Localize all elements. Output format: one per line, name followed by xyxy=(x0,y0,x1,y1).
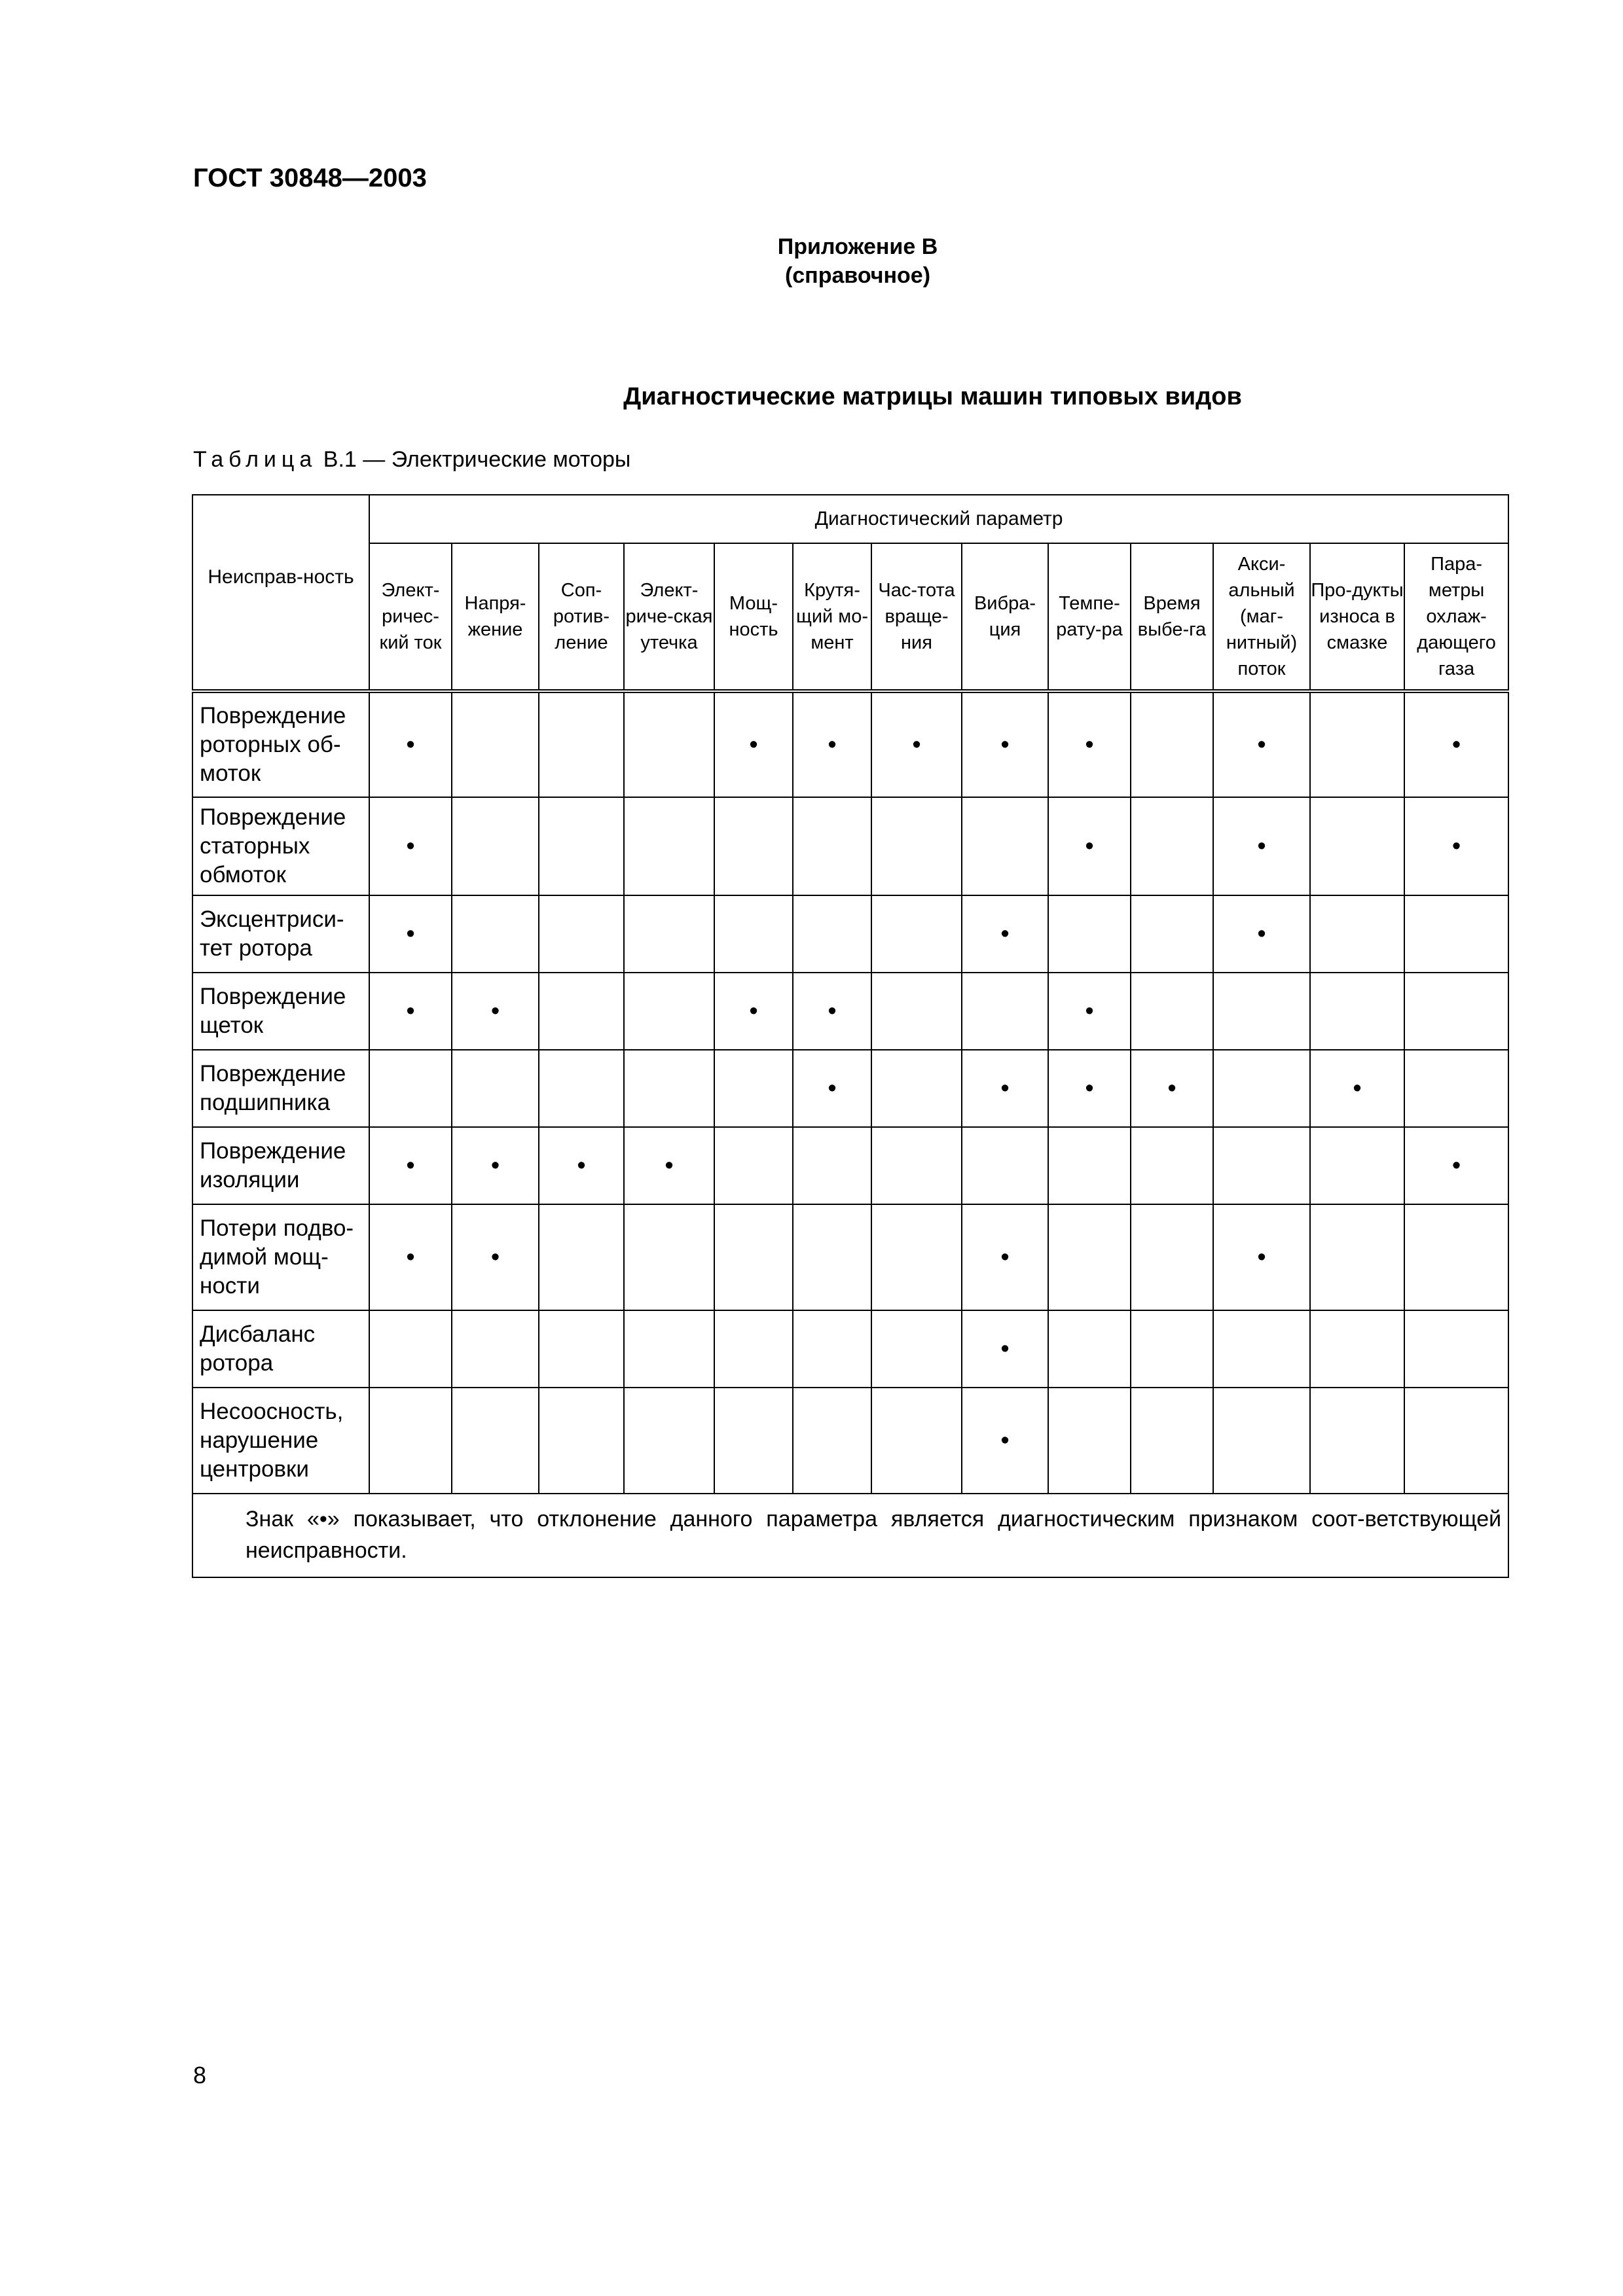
table-row xyxy=(192,1310,1508,1388)
matrix-cell xyxy=(1310,691,1404,797)
matrix-cell xyxy=(1048,1310,1131,1388)
matrix-cell xyxy=(1213,1310,1310,1388)
matrix-cell xyxy=(624,797,714,895)
table-row xyxy=(192,895,1508,973)
header-param: Акси-альный (маг-нитный) поток xyxy=(1213,543,1310,691)
matrix-cell xyxy=(793,1388,871,1494)
header-param: Напря-жение xyxy=(452,543,539,691)
matrix-cell: • xyxy=(1048,797,1131,895)
matrix-cell xyxy=(452,1310,539,1388)
matrix-cell: • xyxy=(1213,895,1310,973)
matrix-cell: • xyxy=(1404,691,1508,797)
header-fault: Неисправ-ность xyxy=(192,495,369,691)
matrix-cell: • xyxy=(1213,1204,1310,1310)
matrix-cell xyxy=(1131,1310,1213,1388)
matrix-cell xyxy=(624,1388,714,1494)
matrix-cell xyxy=(1048,1388,1131,1494)
matrix-cell xyxy=(1310,1127,1404,1204)
matrix-cell: • xyxy=(1131,1050,1213,1127)
matrix-cell xyxy=(714,895,793,973)
table-body xyxy=(192,691,1508,1494)
matrix-cell: • xyxy=(1213,797,1310,895)
matrix-cell xyxy=(714,1127,793,1204)
matrix-cell: • xyxy=(369,691,452,797)
matrix-cell: • xyxy=(369,895,452,973)
matrix-cell: • xyxy=(1404,797,1508,895)
matrix-cell: • xyxy=(793,1050,871,1127)
table-caption-text: Электрические моторы xyxy=(391,447,631,472)
note-row xyxy=(192,1494,1508,1577)
matrix-cell xyxy=(1213,1127,1310,1204)
matrix-cell xyxy=(1048,1127,1131,1204)
matrix-cell xyxy=(452,691,539,797)
header-param: Вибра-ция xyxy=(962,543,1048,691)
matrix-cell: • xyxy=(962,1050,1048,1127)
matrix-cell: • xyxy=(871,691,962,797)
matrix-cell xyxy=(1404,1204,1508,1310)
table-caption xyxy=(193,447,630,473)
header-param: Элект-риче-ская утечка xyxy=(624,543,714,691)
diagnostic-matrix-table xyxy=(192,494,1509,1578)
matrix-cell: • xyxy=(714,691,793,797)
matrix-cell xyxy=(1404,1050,1508,1127)
header-row-parameters xyxy=(192,543,1508,691)
matrix-cell xyxy=(871,797,962,895)
matrix-cell xyxy=(962,1127,1048,1204)
matrix-cell: • xyxy=(962,895,1048,973)
table-row xyxy=(192,691,1508,797)
table-caption-number: В.1 xyxy=(323,447,357,472)
matrix-cell xyxy=(714,1050,793,1127)
matrix-cell xyxy=(1131,1388,1213,1494)
matrix-cell xyxy=(1131,1204,1213,1310)
table-caption-dash: — xyxy=(363,447,386,472)
matrix-cell xyxy=(1310,797,1404,895)
matrix-cell: • xyxy=(539,1127,624,1204)
header-diagnostic-parameter: Диагностический параметр xyxy=(369,495,1508,543)
matrix-cell xyxy=(1404,895,1508,973)
matrix-cell xyxy=(714,1310,793,1388)
matrix-cell xyxy=(1404,1388,1508,1494)
matrix-cell xyxy=(624,1204,714,1310)
matrix-cell xyxy=(1213,973,1310,1050)
header-row-group xyxy=(192,495,1508,543)
matrix-cell xyxy=(539,1050,624,1127)
header-param: Соп-ротив-ление xyxy=(539,543,624,691)
matrix-cell: • xyxy=(714,973,793,1050)
appendix-type: (справочное) xyxy=(784,263,931,288)
matrix-cell xyxy=(624,691,714,797)
matrix-cell: • xyxy=(452,1204,539,1310)
matrix-cell xyxy=(793,1204,871,1310)
matrix-cell: • xyxy=(1213,691,1310,797)
matrix-cell xyxy=(624,973,714,1050)
matrix-cell xyxy=(1310,1388,1404,1494)
document-code: ГОСТ 30848—2003 xyxy=(193,164,427,192)
matrix-cell xyxy=(793,895,871,973)
matrix-cell xyxy=(539,1204,624,1310)
fault-name: Потери подво-димой мощ-ности xyxy=(192,1204,369,1310)
fault-name: Повреждение статорных обмоток xyxy=(192,797,369,895)
table-note xyxy=(192,1494,1508,1577)
header-param: Время выбе-га xyxy=(1131,543,1213,691)
matrix-cell xyxy=(871,1310,962,1388)
matrix-cell xyxy=(1131,895,1213,973)
matrix-cell xyxy=(714,1204,793,1310)
matrix-cell xyxy=(714,797,793,895)
matrix-cell xyxy=(1213,1050,1310,1127)
matrix-cell xyxy=(539,973,624,1050)
matrix-cell xyxy=(871,1204,962,1310)
matrix-cell xyxy=(539,1388,624,1494)
matrix-cell xyxy=(624,1050,714,1127)
matrix-cell: • xyxy=(962,691,1048,797)
fault-name: Повреждение щеток xyxy=(192,973,369,1050)
matrix-cell: • xyxy=(369,1127,452,1204)
matrix-cell xyxy=(1404,973,1508,1050)
table-row xyxy=(192,1388,1508,1494)
matrix-cell xyxy=(452,895,539,973)
appendix-title: Приложение В xyxy=(777,234,938,259)
matrix-cell xyxy=(452,1388,539,1494)
matrix-cell xyxy=(1131,1127,1213,1204)
matrix-cell: • xyxy=(452,1127,539,1204)
fault-name: Повреждение изоляции xyxy=(192,1127,369,1204)
matrix-cell xyxy=(962,797,1048,895)
fault-name: Повреждение роторных об-моток xyxy=(192,691,369,797)
matrix-cell xyxy=(714,1388,793,1494)
matrix-cell xyxy=(962,973,1048,1050)
matrix-cell: • xyxy=(962,1204,1048,1310)
table-caption-label: Таблица xyxy=(193,447,318,472)
matrix-cell: • xyxy=(624,1127,714,1204)
matrix-cell: • xyxy=(1048,691,1131,797)
matrix-cell: • xyxy=(369,1204,452,1310)
table-head xyxy=(192,495,1508,691)
header-param: Мощ-ность xyxy=(714,543,793,691)
table-row xyxy=(192,1127,1508,1204)
matrix-cell xyxy=(1310,1204,1404,1310)
table-row xyxy=(192,1050,1508,1127)
matrix-cell xyxy=(1048,1204,1131,1310)
matrix-cell: • xyxy=(793,973,871,1050)
matrix-cell: • xyxy=(1048,973,1131,1050)
matrix-cell xyxy=(793,1310,871,1388)
matrix-cell xyxy=(452,797,539,895)
matrix-cell xyxy=(624,895,714,973)
appendix-heading xyxy=(661,232,1054,290)
table-row xyxy=(192,1204,1508,1310)
matrix-cell: • xyxy=(1310,1050,1404,1127)
header-param: Темпе-рату-ра xyxy=(1048,543,1131,691)
header-param: Крутя-щий мо-мент xyxy=(793,543,871,691)
matrix-cell: • xyxy=(962,1388,1048,1494)
matrix-cell xyxy=(369,1310,452,1388)
matrix-cell xyxy=(871,973,962,1050)
matrix-cell: • xyxy=(1048,1050,1131,1127)
matrix-cell xyxy=(1213,1388,1310,1494)
header-param: Пара-метры охлаж-дающего газа xyxy=(1404,543,1508,691)
matrix-cell xyxy=(1310,973,1404,1050)
matrix-cell xyxy=(539,1310,624,1388)
matrix-cell xyxy=(871,1050,962,1127)
matrix-cell xyxy=(871,1127,962,1204)
matrix-cell: • xyxy=(369,797,452,895)
matrix-cell xyxy=(1131,691,1213,797)
matrix-cell xyxy=(624,1310,714,1388)
page-title: Диагностические матрицы машин типовых видов xyxy=(623,383,1242,410)
matrix-cell xyxy=(369,1050,452,1127)
table-note-text: Знак «•» показывает, что отклонение данного параметра является диагностическим признаком соот-ветствующей неисправности. xyxy=(246,1507,1502,1563)
fault-name: Эксцентриси-тет ротора xyxy=(192,895,369,973)
fault-name: Повреждение подшипника xyxy=(192,1050,369,1127)
matrix-cell xyxy=(871,1388,962,1494)
table-row xyxy=(192,797,1508,895)
matrix-cell xyxy=(1131,973,1213,1050)
matrix-cell: • xyxy=(452,973,539,1050)
matrix-cell: • xyxy=(962,1310,1048,1388)
header-param: Элект-ричес-кий ток xyxy=(369,543,452,691)
matrix-cell xyxy=(1310,1310,1404,1388)
matrix-cell: • xyxy=(793,691,871,797)
matrix-cell xyxy=(369,1388,452,1494)
matrix-cell xyxy=(1310,895,1404,973)
header-param: Про-дукты износа в смазке xyxy=(1310,543,1404,691)
fault-name: Дисбаланс ротора xyxy=(192,1310,369,1388)
matrix-cell xyxy=(539,797,624,895)
fault-name: Несоосность, нарушение центровки xyxy=(192,1388,369,1494)
matrix-cell: • xyxy=(369,973,452,1050)
matrix-cell xyxy=(1404,1310,1508,1388)
table-row xyxy=(192,973,1508,1050)
matrix-cell xyxy=(793,797,871,895)
matrix-cell: • xyxy=(1404,1127,1508,1204)
matrix-cell xyxy=(1048,895,1131,973)
header-param: Час-тота враще-ния xyxy=(871,543,962,691)
matrix-cell xyxy=(452,1050,539,1127)
matrix-cell xyxy=(539,691,624,797)
page-number: 8 xyxy=(193,2062,207,2089)
matrix-cell xyxy=(871,895,962,973)
matrix-cell xyxy=(793,1127,871,1204)
matrix-cell xyxy=(539,895,624,973)
matrix-cell xyxy=(1131,797,1213,895)
